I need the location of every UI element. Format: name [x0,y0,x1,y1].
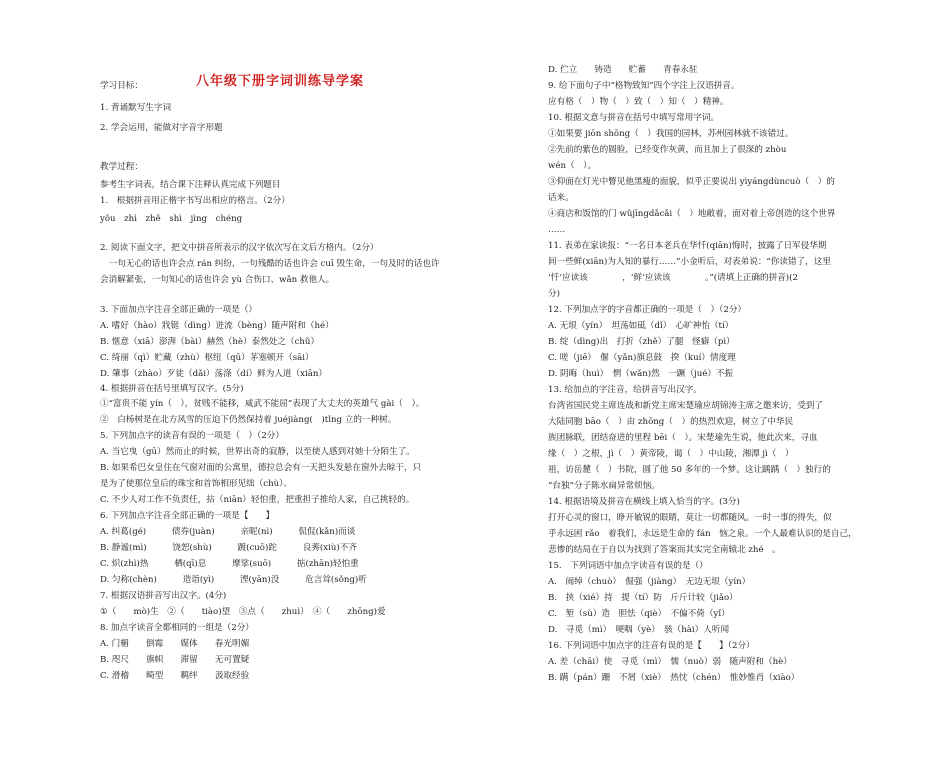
text-line: ③仰面在灯光中瞥见他黑瘦的面貌，似乎正要说出 yìyángdùncuò（ ）的 [548,177,835,187]
text-line: C. 滑稽 畸型 羁绊 汲取经验 [100,671,250,681]
text-line: A. 纠葛(gé) 债券(juàn) 亲昵(nì) 侃侃(kǎn)而谈 [100,527,356,537]
text-line: 族团脉联，团结奋进的里程 bēi（ ）。宋楚瑜先生说，他此次来，寻血 [548,433,818,443]
text-line: A. 嗜好（hào）戕铤（dìng）迸流（bèng）随声附和（hé） [100,321,334,331]
text-line: B. 惬意（xiā）澎湃（bài）赫然（hè）泰然处之（chǔ） [100,337,320,347]
text-line: 13. 给加点的字注音，给拼音写出汉字。 [548,385,702,395]
text-line: B. 如果希巴女皇住在气窗对面的公寓里，德拉总会有一天把头发悬在窗外去晾干，只 [100,463,422,473]
text-line: B. 蹒（pán）跚 不屑（xiè） 热忱（chén） 惟妙惟肖（xiào） [548,673,800,683]
text-line: 7. 根据汉语拼音写出汉字。(4分) [100,591,227,601]
text-line: 3. 下面加点字注音全部正确的一项是（） [100,305,258,315]
text-line: 5. 下列加点字的读音有误的一项是（ ）（2分） [100,431,284,441]
text-line: ‘忏’应读该 ，‘鲜’应读该 。”(请填上正确的拼音)(2 [548,273,798,283]
text-line: B. 绽（dìng)出 打折（zhě）了腿 怪癖（pì） [548,337,735,347]
text-line: ①如果要 jiōn shōng（ ）我国的园林，苏州园林就不该错过。 [548,129,794,139]
text-line: ①（ mò)生 ②（ tiào)望 ③点（ zhuì） ④（ zhōng)爱 [100,607,386,617]
text-line: 16. 下列词语中加点字的注音有误的是【 】（2分） [548,641,755,651]
text-line: 乎永远困 rǎo 着我们，永远是生命的 fán 恼之泉。一个人最难认识的是自己， [548,529,857,539]
text-line: 参考生字词表，结合课下注释认真完成下列题目 [100,180,281,190]
text-line: 台湾省国民党主席连战和新党主席宋楚瑜应胡锦涛主席之邀来访，受到了 [548,401,824,411]
text-line: “台独”分子陈水扁异常烦恼。 [548,481,660,491]
text-line: …… [548,225,566,235]
text-line: A. 当它曳（gū）然而止的时候，世界出奇的寂静，以至使人感到对她十分陌生了。 [100,447,415,457]
text-line: 悲惨的结局在于自以为找到了答案而其实完全南辕北 zhé 。 [548,545,781,555]
text-line: ④商店和饭馆的门 wǔjīngdǎcǎi（ ）地敞着，面对着上帝创造的这个世界 [548,209,836,219]
text-line: C. 绮丽（qì）贮藏（zhù）枢纽（qū）茅塞顿开（sāi） [100,353,314,363]
text-line: 一句无心的话也许会点 rán 纠纷，一句残酷的话也许会 cuī 毁生命，一句及时的话也许 [100,259,440,269]
text-line: 14. 根据语境及拼音在横线上填入恰当的字。(3分) [548,497,740,507]
text-line: A. 门楣 倒霉 媒体 春光明媚 [100,639,250,649]
text-line: A. 闹绰（chuò） 倔强（jiàng） 无边无垠（yín） [548,577,751,587]
text-line: 分) [548,289,560,299]
text-line: 缘（ ）之根，jì（ ）黄帝陵，谒（ ）中山陵，湘潭 jì（ ） [548,449,794,459]
text-line: 话来。 [548,193,574,203]
text-line: A. 无垠（yín） 坦荡如砥（dǐ） 心旷神怡（tí） [548,321,734,331]
text-line: wén（ ）。 [548,161,597,171]
text-line: 1. 背诵默写生字词 [100,103,172,113]
text-line: 9. 给下面句子中“格物致知”四个字注上汉语拼音。 [548,81,740,91]
text-line: 1. 根据拼音用正楷字书写出相应的格言。（2分） [100,196,290,206]
page-title: 八年级下册字词训练导学案 [195,74,364,89]
text-line: ①“富贵不能 yín（ ），贫贱不能移，威武不能屈”表现了大丈夫的英雄气 gài（ ）。 [100,399,425,409]
text-line: C. 堑（sù）造 胆怯（qiè） 不偏不倚（yǐ） [548,609,730,619]
text-line: 10. 根据文意与拼音在括号中填写常用字词。 [548,113,720,123]
text-line: 教学过程： [100,162,143,172]
text-line: 大陆同胞 bāo（ ）由 zhōng（ ）的热烈欢迎，树立了中华民 [548,417,794,427]
text-line: D. 寻觅（mì） 哽咽（yè） 骇（hài）人听闻 [548,625,730,635]
text-line: 间一些鲜(xiān)为人知的暴行……”小金听后，对表弟说：“你读错了，这里 [548,257,831,267]
text-line: 6. 下列加点字注音全部正确的一项是【 】 [100,511,275,521]
text-line: 是为了使那位皇后的珠宝和首饰相形见绌（chù）。 [100,479,293,489]
text-line: 会消解紧张，一句知心的话也许会 yù 合伤口、wǎn 救他人。 [100,275,335,285]
text-line: 8. 加点字读音全都相同的一组是（2分） [100,623,254,633]
text-line: A. 差（chāi）使 寻觅（mì） 懦（nuò）弱 随声附和（hè） [548,657,792,667]
text-line: B. 咫尺 旗帜 滞留 无可置疑 [100,655,250,665]
text-line: C. 不少人对工作不负责任，拈（niān）轻怕重，把重担子推给人家，自己挑轻的。 [100,495,415,505]
text-line: ② 白杨树是在北方风雪的压迫下仍然保持着 juéjiàng( )tǐng 立的一种树。 [100,415,397,425]
text-line: D. 匀称(chèn) 造诣(yì) 湮(yān)没 危言耸(sǒng)听 [100,575,367,585]
text-line: ②先前的紫色的圆脸，已经变作灰黄，而且加上了很深的 zhòu [548,145,787,155]
text-line: 应有格（ ）物（ ）致（ ）知（ ）精神。 [548,97,729,107]
text-line: D. 伫立 铸造 贮蓄 青春永驻 [548,65,698,75]
text-line: 祖，访岳麓（ ）书院，圆了他 50 多年的一个梦。这让踽踽（ ）独行的 [548,465,831,475]
text-line: yǒu zhì zhě shì jìng chéng [100,214,243,224]
text-line: D. 阴晦（huì） 惘（wǎn)然 一蹶（jué）不振 [548,369,734,379]
text-line: 12. 下列加点字的字音都正确的一项是（ ）（2分） [548,305,747,315]
text-line: 学习目标： [100,81,143,91]
text-line: C. 炽(zhì)热 栖(qī)息 摩挲(suō) 掂(zhān)轻怕重 [100,559,359,569]
text-line: C. 嗟（jiē） 偃（yǎn)旗息鼓 揆（kuí）情度理 [548,353,736,363]
text-line: 15. 下列词语中加点字读音有误的是（） [548,561,708,571]
text-line: 2. 学会运用，能做对字音字形题 [100,123,223,133]
text-line: D. 肇事（zhào）歹徒（dǎi）荡涤（dí）鲜为人道（xiān） [100,369,327,379]
text-line: B. 静谧(mì) 饶恕(shù) 踱(cuō)跎 良莠(xiù)不齐 [100,543,357,553]
text-line: 打开心灵的窗口，睁开敏锐的眼睛，莫让一切都随风。一时一事的得失，似 [548,513,832,523]
text-line: 11. 表弟在家读报：“一名日本老兵在华忏(qiān)悔时，披露了日军侵华期 [548,241,827,251]
text-line: 4. 根据拼音在括号里填写汉字。(5分) [100,384,244,394]
text-line: B. 挟（xié）持 提（tí）防 斤斤计较（jiǎo） [548,593,738,603]
text-line: 2. 阅读下面文字，把文中拼音所表示的汉字依次写在文后方格内。（2分） [100,243,379,253]
